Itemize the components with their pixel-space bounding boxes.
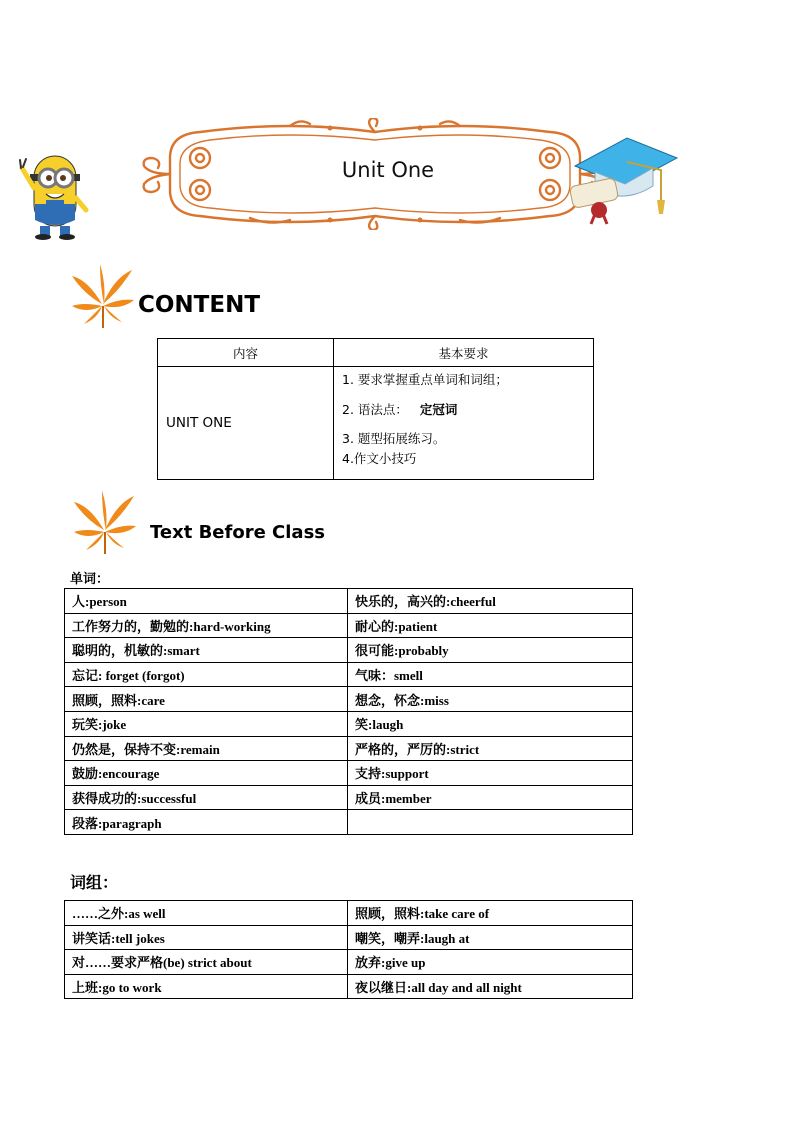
requirement-2 bbox=[342, 402, 593, 418]
maple-leaf-icon bbox=[70, 262, 136, 330]
table-header-requirements: 基本要求 bbox=[334, 339, 594, 367]
table-row bbox=[65, 901, 633, 926]
phrases-label: 词组： bbox=[70, 873, 119, 892]
vocab-cell-left: 玩笑:joke bbox=[65, 711, 348, 736]
vocab-cell-right: 夜以继日:all day and all night bbox=[348, 974, 633, 999]
maple-leaf-icon bbox=[72, 488, 138, 556]
minion-mascot-illustration bbox=[18, 148, 92, 240]
table-row bbox=[65, 711, 633, 736]
requirement-2-prefix: 2. 语法点： bbox=[342, 401, 408, 417]
vocab-cell-left: 获得成功的:successful bbox=[65, 785, 348, 810]
requirement-4: 4.作文小技巧 bbox=[342, 450, 417, 466]
table-row bbox=[65, 662, 633, 687]
words-label: 单词： bbox=[70, 572, 110, 587]
table-row bbox=[65, 761, 633, 786]
vocab-cell-right: 气味：smell bbox=[348, 662, 633, 687]
content-table bbox=[157, 338, 594, 480]
vocab-cell-right bbox=[348, 810, 633, 835]
text-before-class-heading: Text Before Class bbox=[150, 522, 326, 543]
table-row bbox=[65, 785, 633, 810]
table-row bbox=[65, 589, 633, 614]
vocab-cell-right: 笑:laugh bbox=[348, 711, 633, 736]
vocab-cell-right: 想念，怀念:miss bbox=[348, 687, 633, 712]
vocab-cell-left: 人:person bbox=[65, 589, 348, 614]
words-table bbox=[64, 588, 633, 835]
vocab-cell-left: 上班:go to work bbox=[65, 974, 348, 999]
vocab-cell-left: 工作努力的，勤勉的:hard-working bbox=[65, 613, 348, 638]
vocab-cell-left: 忘记: forget (forgot) bbox=[65, 662, 348, 687]
vocab-cell-right: 照顾，照料:take care of bbox=[348, 901, 633, 926]
table-row bbox=[65, 638, 633, 663]
graduation-cap-and-diploma-illustration bbox=[565, 128, 680, 226]
table-row bbox=[158, 367, 594, 480]
content-heading: CONTENT bbox=[138, 292, 261, 318]
table-header-row bbox=[158, 339, 594, 367]
requirement-3: 3. 题型拓展练习。 bbox=[342, 431, 446, 447]
requirements-cell bbox=[334, 367, 594, 480]
table-row bbox=[65, 925, 633, 950]
table-row bbox=[65, 974, 633, 999]
vocab-cell-right: 放弃:give up bbox=[348, 950, 633, 975]
grammar-point: 定冠词 bbox=[419, 401, 458, 417]
table-row bbox=[65, 613, 633, 638]
unit-title: Unit One bbox=[341, 158, 435, 182]
vocab-cell-right: 成员:member bbox=[348, 785, 633, 810]
vocab-cell-right: 严格的，严厉的:strict bbox=[348, 736, 633, 761]
vocab-cell-left: 仍然是，保持不变:remain bbox=[65, 736, 348, 761]
table-row bbox=[65, 687, 633, 712]
vocab-cell-right: 很可能:probably bbox=[348, 638, 633, 663]
vocab-cell-right: 嘲笑，嘲弄:laugh at bbox=[348, 925, 633, 950]
table-row bbox=[65, 810, 633, 835]
vocab-cell-left: 照顾，照料:care bbox=[65, 687, 348, 712]
vocab-cell-right: 耐心的:patient bbox=[348, 613, 633, 638]
vocab-cell-left: 鼓励:encourage bbox=[65, 761, 348, 786]
table-row bbox=[65, 950, 633, 975]
phrases-table bbox=[64, 900, 633, 999]
requirement-1: 1. 要求掌握重点单词和词组； bbox=[342, 372, 508, 387]
unit-cell: UNIT ONE bbox=[158, 367, 334, 480]
vocab-cell-left: ……之外:as well bbox=[65, 901, 348, 926]
table-header-content: 内容 bbox=[158, 339, 334, 367]
vocab-cell-right: 快乐的，高兴的:cheerful bbox=[348, 589, 633, 614]
vocab-cell-left: 对……要求严格(be) strict about bbox=[65, 950, 348, 975]
vocab-cell-right: 支持:support bbox=[348, 761, 633, 786]
table-row bbox=[65, 736, 633, 761]
vocab-cell-left: 段落:paragraph bbox=[65, 810, 348, 835]
vocab-cell-left: 讲笑话:tell jokes bbox=[65, 925, 348, 950]
vocab-cell-left: 聪明的，机敏的:smart bbox=[65, 638, 348, 663]
